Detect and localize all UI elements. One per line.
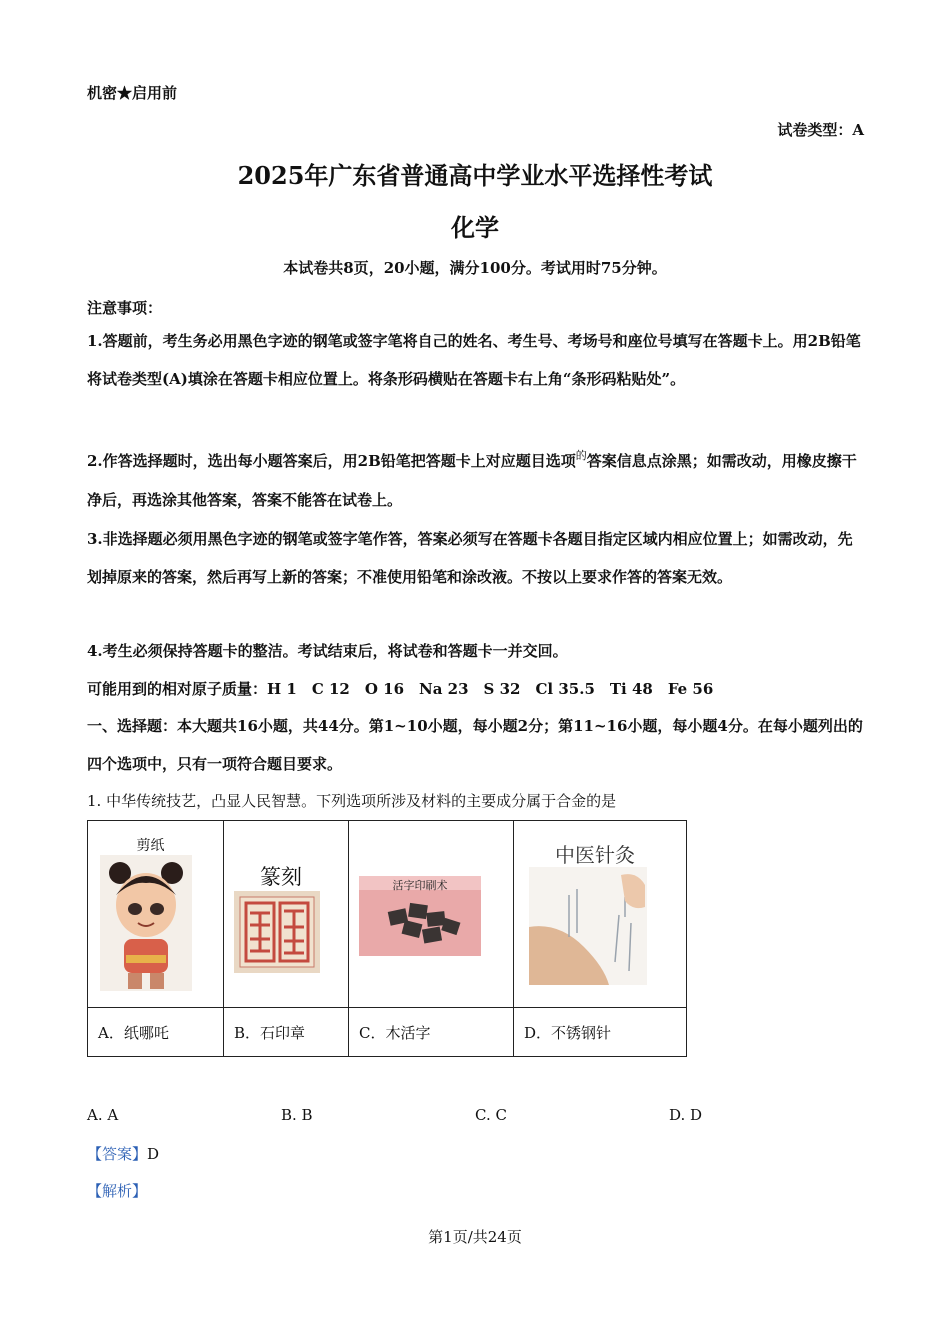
option-d-label: D．不锈钢针 — [514, 1008, 687, 1057]
option-c-image-cell — [349, 821, 514, 1008]
confidential-label: 机密★启用前 — [87, 84, 178, 102]
atomic-masses: 可能用到的相对原子质量：H 1 C 12 O 16 Na 23 S 32 Cl 35.5 Ti 48 Fe 56 — [87, 680, 714, 698]
paper-type: 试卷类型：A — [777, 121, 864, 139]
notice-heading: 注意事项： — [87, 299, 163, 317]
notice-item-1: 1.答题前，考生务必用黑色字迹的钢笔或签字笔将自己的姓名、考生号、考场号和座位号填写在答题卡上。用2B铅笔将试卷类型(A)填涂在答题卡相应位置上。将条形码横贴在答题卡右上角“条形码粘贴处”。 — [87, 332, 861, 388]
analysis-line — [87, 1180, 147, 1201]
option-c-label: C．木活字 — [349, 1008, 514, 1057]
section-1-instructions: 一、选择题：本大题共16小题，共44分。第1~10小题，每小题2分；第11~16小题，每小题4分。在每小题列出的四个选项中，只有一项符合题目要求。 — [87, 717, 863, 773]
choice-b: B. B — [281, 1106, 313, 1124]
answer-value: D — [147, 1145, 160, 1163]
option-a-label: A．纸哪吒 — [88, 1008, 224, 1057]
paper-nezha-image — [100, 855, 192, 991]
notice-item-4: 4.考生必须保持答题卡的整洁。考试结束后，将试卷和答题卡一并交回。 — [87, 642, 568, 660]
choice-d: D. D — [669, 1106, 703, 1124]
image-caption-seal-carving: 篆刻 — [260, 865, 302, 889]
choice-c: C. C — [475, 1106, 507, 1124]
image-caption-movable-type: 活字印刷术 — [392, 879, 448, 892]
analysis-tag: 【解析】 — [87, 1182, 148, 1200]
stone-seal-image — [234, 891, 320, 973]
acupuncture-needle-image — [529, 867, 647, 985]
notice-item-2-sup: 的 — [575, 449, 587, 462]
image-caption-acupuncture: 中医针灸 — [555, 843, 635, 867]
choice-a: A. A — [87, 1106, 119, 1124]
option-a-image-cell — [88, 821, 224, 1008]
subject-title: 化学 — [451, 213, 499, 242]
option-b-label: B．石印章 — [224, 1008, 349, 1057]
answer-line — [87, 1143, 159, 1164]
notice-item-2-part-b: 答案信息点涂黑；如需改动，用橡皮擦干净后，再选涂其他答案，答案不能答在试卷上。 — [87, 452, 857, 509]
notice-item-3: 3.非选择题必须用黑色字迹的钢笔或签字笔作答，答案必须写在答题卡各题目指定区域内相应位置上；如需改动，先划掉原来的答案，然后再写上新的答案；不准使用铅笔和涂改液。不按以上要求作答的答案无效。 — [87, 530, 853, 586]
question-1-options-table — [87, 820, 687, 1057]
answer-tag: 【答案】 — [87, 1145, 148, 1163]
page-footer: 第1页/共24页 — [428, 1228, 522, 1246]
exam-title: 2025年广东省普通高中学业水平选择性考试 — [237, 161, 713, 190]
exam-info: 本试卷共8页，20小题，满分100分。考试用时75分钟。 — [283, 259, 667, 277]
image-caption-papercut: 剪纸 — [136, 838, 165, 854]
option-b-image-cell — [224, 821, 349, 1008]
option-d-image-cell — [514, 821, 687, 1008]
question-1-stem: 1. 中华传统技艺，凸显人民智慧。下列选项所涉及材料的主要成分属于合金的是 — [87, 792, 617, 810]
notice-item-2-part-a: 2.作答选择题时，选出每小题答案后，用2B铅笔把答题卡上对应题目选项 — [87, 452, 576, 470]
notice-item-2 — [87, 443, 863, 519]
